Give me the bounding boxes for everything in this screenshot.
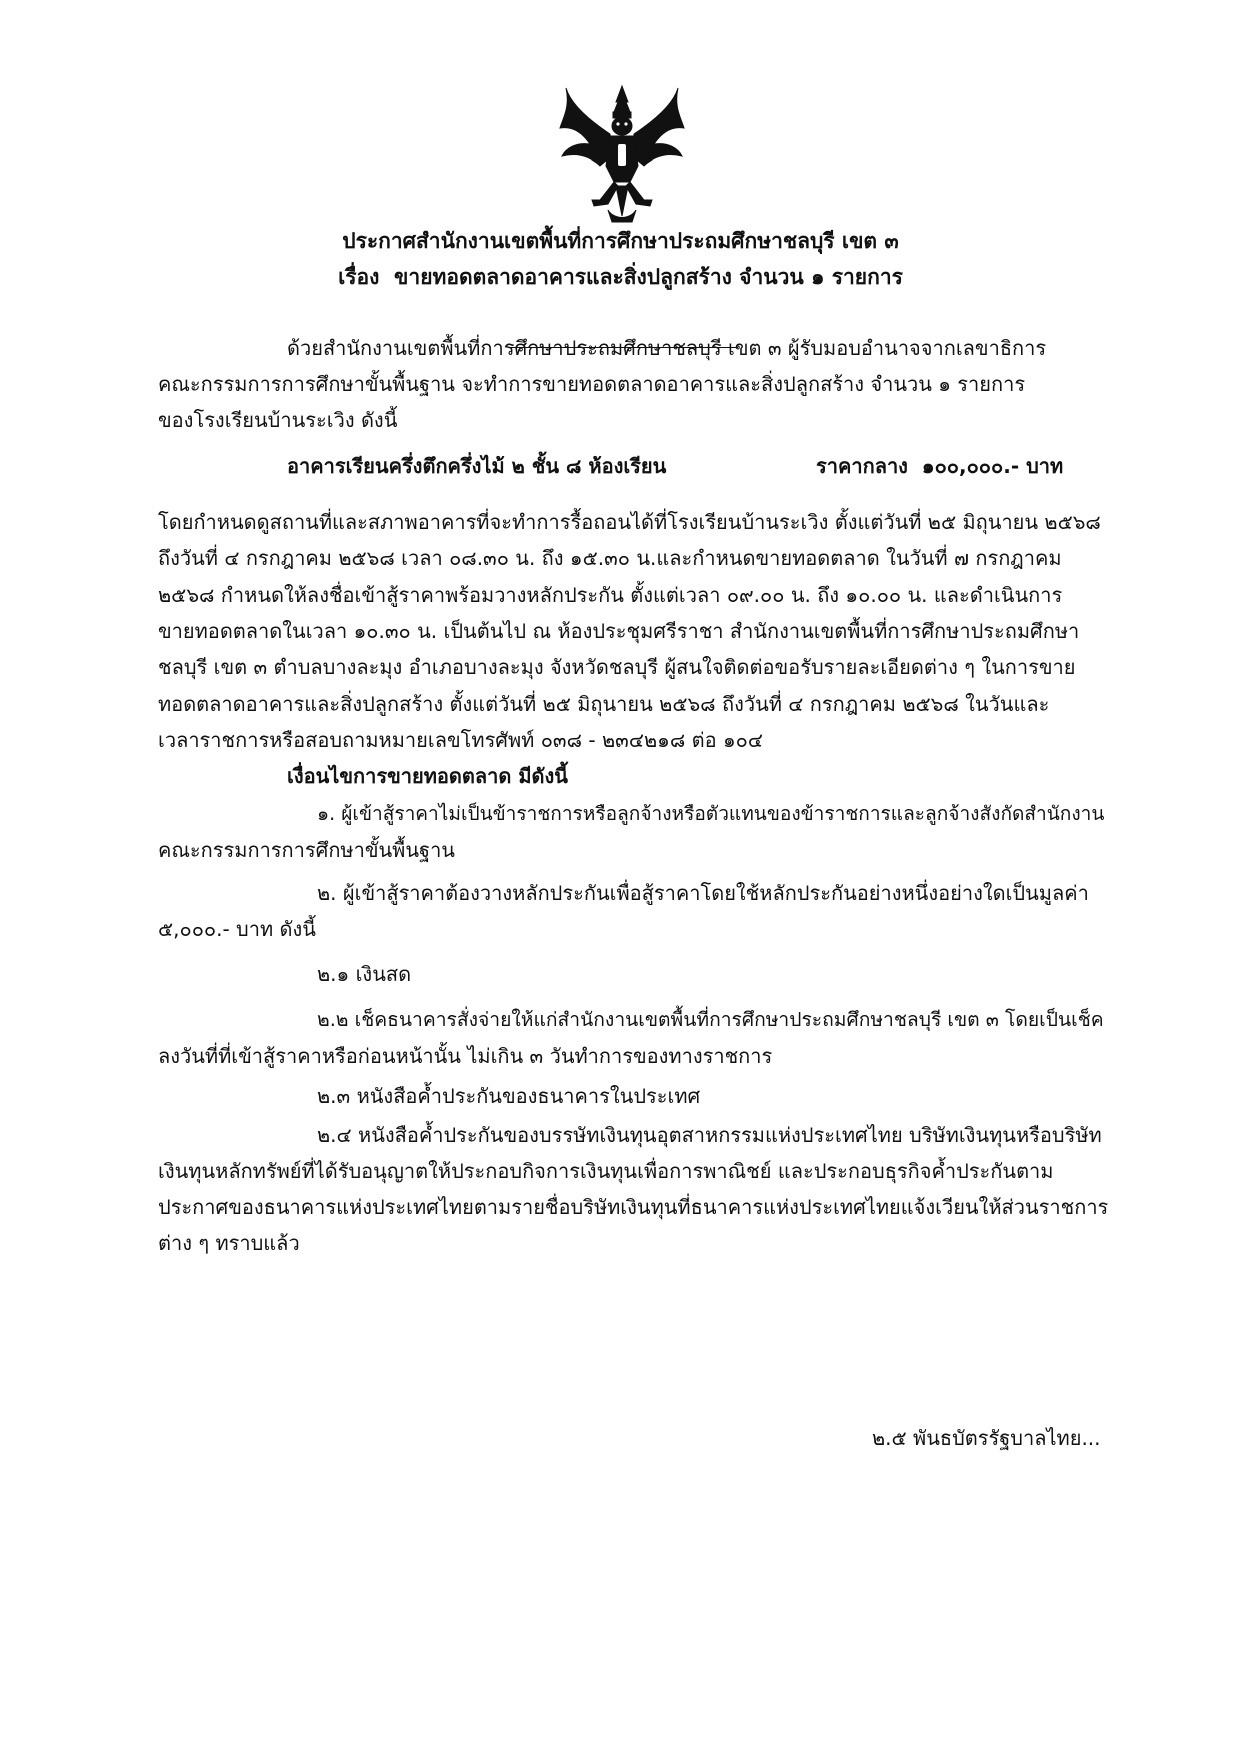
intro-line-1: ด้วยสำนักงานเขตพื้นที่การศึกษาประถมศึกษาชลบุรี เขต ๓ ผู้รับมอบอำนาจจากเลขาธิการ — [287, 336, 1047, 360]
details-line-2: ถึงวันที่ ๔ กรกฎาคม ๒๕๖๘ เวลา ๐๘.๓๐ น. ถึง ๑๕.๓๐ น.และกำหนดขายทอดตลาด ในวันที่ ๗ กรกฎาคม — [158, 546, 1062, 570]
announcement-title: ประกาศสำนักงานเขตพื้นที่การศึกษาประถมศึกษาชลบุรี เขต ๓ — [342, 229, 899, 253]
item-name: อาคารเรียนครึ่งตึกครึ่งไม้ ๒ ชั้น ๘ ห้องเรียน — [287, 454, 667, 478]
condition-2-2-line-2: ลงวันที่ที่เข้าสู้ราคาหรือก่อนหน้านั้น ไม่เกิน ๓ วันทำการของทางราชการ — [158, 1044, 773, 1068]
condition-2-4-line-2: เงินทุนหลักทรัพย์ที่ได้รับอนุญาตให้ประกอบกิจการเงินทุนเพื่อการพาณิชย์ และประกอบธุรกิจค้ำประกันตาม — [158, 1159, 1054, 1183]
conditions-heading: เงื่อนไขการขายทอดตลาด มีดังนี้ — [287, 764, 568, 788]
condition-2-4-line-4: ต่าง ๆ ทราบแล้ว — [158, 1231, 300, 1255]
price-value: ๑๐๐,๐๐๐.- บาท — [921, 454, 1064, 478]
subject-label: เรื่อง — [338, 265, 380, 289]
item-price — [816, 448, 1063, 484]
continuation-marker: ๒.๕ พันธบัตรรัฐบาลไทย... — [872, 1426, 1101, 1450]
details-line-7: เวลาราชการหรือสอบถามหมายเลขโทรศัพท์ ๐๓๘ - ๒๓๔๒๑๘ ต่อ ๑๐๔ — [158, 728, 764, 752]
condition-2-1: ๒.๑ เงินสด — [317, 962, 412, 986]
garuda-emblem-icon — [556, 82, 688, 228]
condition-2-2-line-1: ๒.๒ เช็คธนาคารสั่งจ่ายให้แก่สำนักงานเขตพื้นที่การศึกษาประถมศึกษาชลบุรี เขต ๓ โดยเป็นเช็ค — [317, 1008, 1104, 1031]
details-line-1: โดยกำหนดดูสถานที่และสภาพอาคารที่จะทำการรื้อถอนได้ที่โรงเรียนบ้านระเวิง ตั้งแต่วันที่ ๒๕ มิถุนายน ๒๕๖๘ — [158, 510, 1101, 534]
details-line-3: ๒๕๖๘ กำหนดให้ลงชื่อเข้าสู้ราคาพร้อมวางหลักประกัน ตั้งแต่เวลา ๐๙.๐๐ น. ถึง ๑๐.๐๐ น. และดำเนินการ — [158, 583, 1063, 607]
details-line-6: ทอดตลาดอาคารและสิ่งปลูกสร้าง ตั้งแต่วันที่ ๒๕ มิถุนายน ๒๕๖๘ ถึงวันที่ ๔ กรกฎาคม ๒๕๖๘ ในวันและ — [158, 692, 1050, 716]
condition-2-4-line-1: ๒.๔ หนังสือค้ำประกันของบรรษัทเงินทุนอุตสาหกรรมแห่งประเทศไทย บริษัทเงินทุนหรือบริษัท — [317, 1123, 1102, 1147]
condition-2-line-2: ๕,๐๐๐.- บาท ดังนี้ — [158, 917, 316, 941]
announcement-subject — [0, 262, 1241, 292]
intro-line-2: คณะกรรมการการศึกษาขั้นพื้นฐาน จะทำการขายทอดตลาดอาคารและสิ่งปลูกสร้าง จำนวน ๑ รายการ — [158, 372, 1026, 396]
intro-line-3: ของโรงเรียนบ้านระเวิง ดังนี้ — [158, 408, 398, 432]
details-line-4: ขายทอดตลาดในเวลา ๑๐.๓๐ น. เป็นต้นไป ณ ห้องประชุมศรีราชา สำนักงานเขตพื้นที่การศึกษาประถมศึกษา — [158, 619, 1080, 643]
price-label: ราคากลาง — [816, 454, 908, 478]
condition-2-3: ๒.๓ หนังสือค้ำประกันของธนาคารในประเทศ — [317, 1084, 701, 1108]
condition-2-4-line-3: ประกาศของธนาคารแห่งประเทศไทยตามรายชื่อบริษัทเงินทุนที่ธนาคารแห่งประเทศไทยแจ้งเวียนให้ส่วนราชการ — [158, 1195, 1109, 1219]
condition-2-line-1: ๒. ผู้เข้าสู้ราคาต้องวางหลักประกันเพื่อสู้ราคาโดยใช้หลักประกันอย่างหนึ่งอย่างใดเป็นมูลค่า — [317, 881, 1089, 905]
details-line-5: ชลบุรี เขต ๓ ตำบลบางละมุง อำเภอบางละมุง จังหวัดชลบุรี ผู้สนใจติดต่อขอรับรายละเอียดต่าง ๆ ในการขาย — [158, 655, 1076, 679]
condition-1-line-2: คณะกรรมการการศึกษาขั้นพื้นฐาน — [158, 838, 455, 862]
condition-1-line-1: ๑. ผู้เข้าสู้ราคาไม่เป็นข้าราชการหรือลูกจ้างหรือตัวแทนของข้าราชการและลูกจ้างสังกัดสำนักงาน — [317, 803, 1105, 825]
subject-text: ขายทอดตลาดอาคารและสิ่งปลูกสร้าง จำนวน ๑ รายการ — [394, 265, 903, 289]
